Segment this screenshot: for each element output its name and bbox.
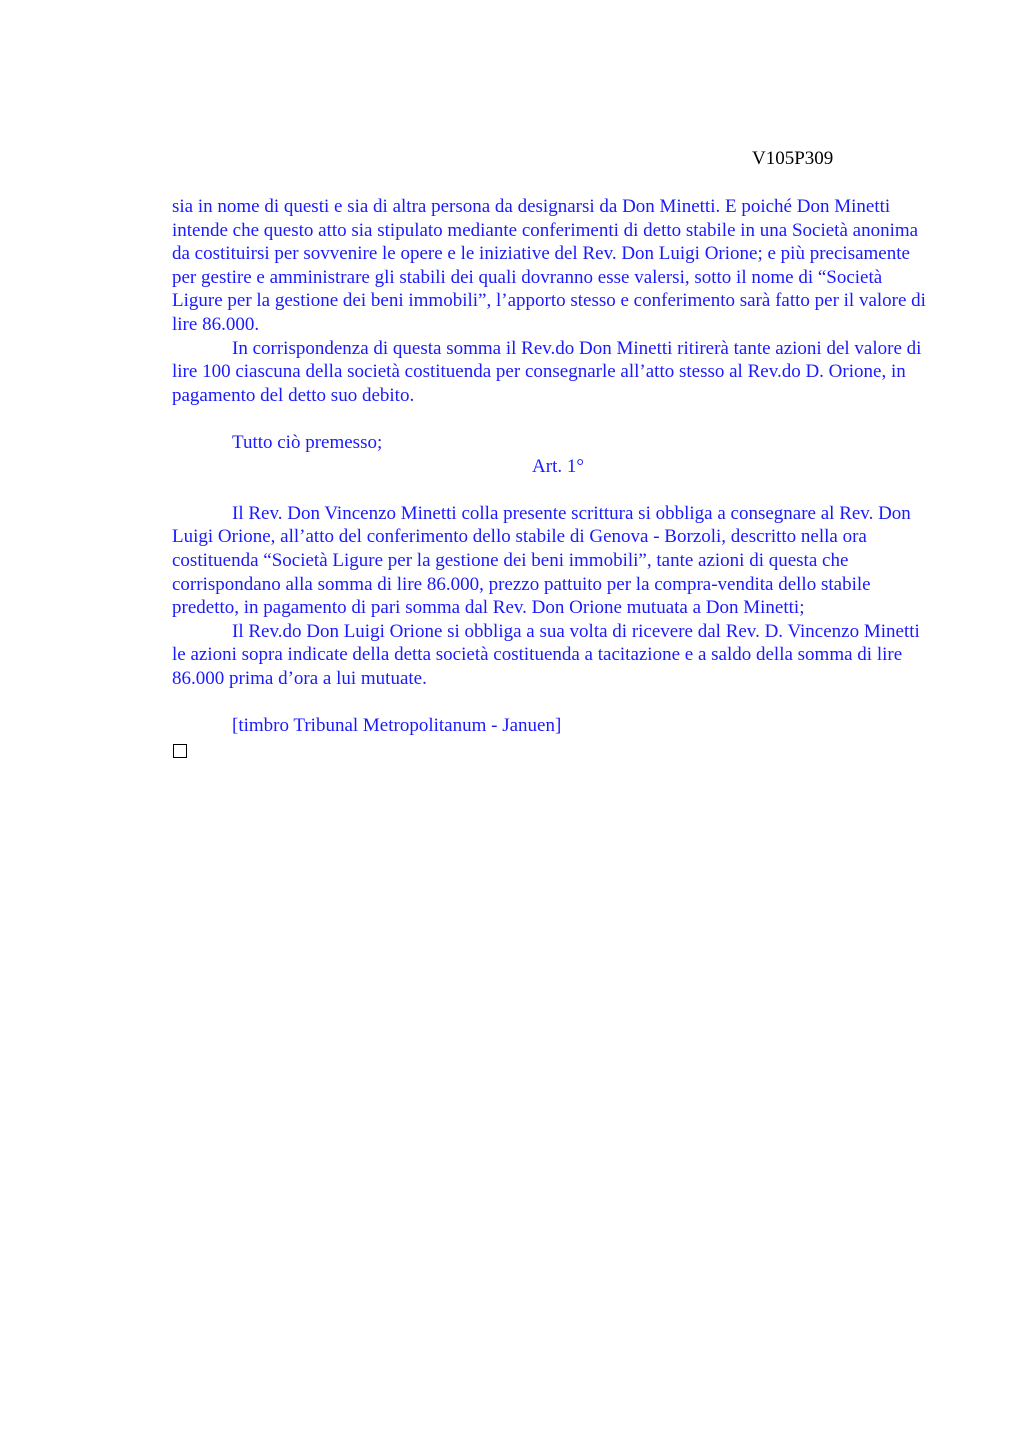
spacer xyxy=(172,478,932,502)
article-heading: Art. 1° xyxy=(532,455,584,477)
page-reference: V105P309 xyxy=(752,148,834,169)
paragraph-intro: sia in nome di questi e sia di altra persona da designarsi da Don Minetti. E poiché Don Minetti intende che questo atto sia stipulato mediante conferimenti di detto stabile in una Società anonima da costituirsi per sovvenire le opere e le iniziative del Rev. Don Luigi Orione; e più precisamente per gestire e amministrare gli stabili dei quali dovranno esse valersi, sotto il nome di “Società Ligure per la gestione dei beni immobili”, l’apporto stesso e conferimento sarà fatto per il valore di lire 86.000. xyxy=(172,196,926,335)
checkbox-icon xyxy=(173,744,187,758)
document-body xyxy=(172,195,932,758)
paragraph-obligation-minetti: Il Rev. Don Vincenzo Minetti colla presente scrittura si obbliga a consegnare al Rev. Don Luigi Orione, all’atto del conferimento dello stabile di Genova - Borzoli, descritto nella ora costituenda “Società Ligure per la gestione dei beni immobili”, tante azioni di questa che corrispondano alla somma di lire 86.000, prezzo pattuito per la compra-vendita dello stabile predetto, in pagamento di pari somma dal Rev. Don Orione mutuata a Don Minetti; xyxy=(172,502,911,619)
spacer xyxy=(172,407,932,431)
spacer xyxy=(172,690,932,714)
paragraph-premise: Tutto ciò premesso; xyxy=(232,431,383,453)
paragraph-obligation-orione: Il Rev.do Don Luigi Orione si obbliga a sua volta di ricevere dal Rev. D. Vincenzo Minetti le azioni sopra indicate della detta società costituenda a tacitazione e a saldo della somma di lire 86.000 prima d’ora a lui mutuate. xyxy=(172,620,920,689)
stamp-note: [timbro Tribunal Metropolitanum - Januen] xyxy=(232,715,562,737)
paragraph-correspondence: In corrispondenza di questa somma il Rev.do Don Minetti ritirerà tante azioni del valore di lire 100 ciascuna della società costituenda per consegnarle all’atto stesso al Rev.do D. Orione, in pagamento del detto suo debito. xyxy=(172,337,922,406)
